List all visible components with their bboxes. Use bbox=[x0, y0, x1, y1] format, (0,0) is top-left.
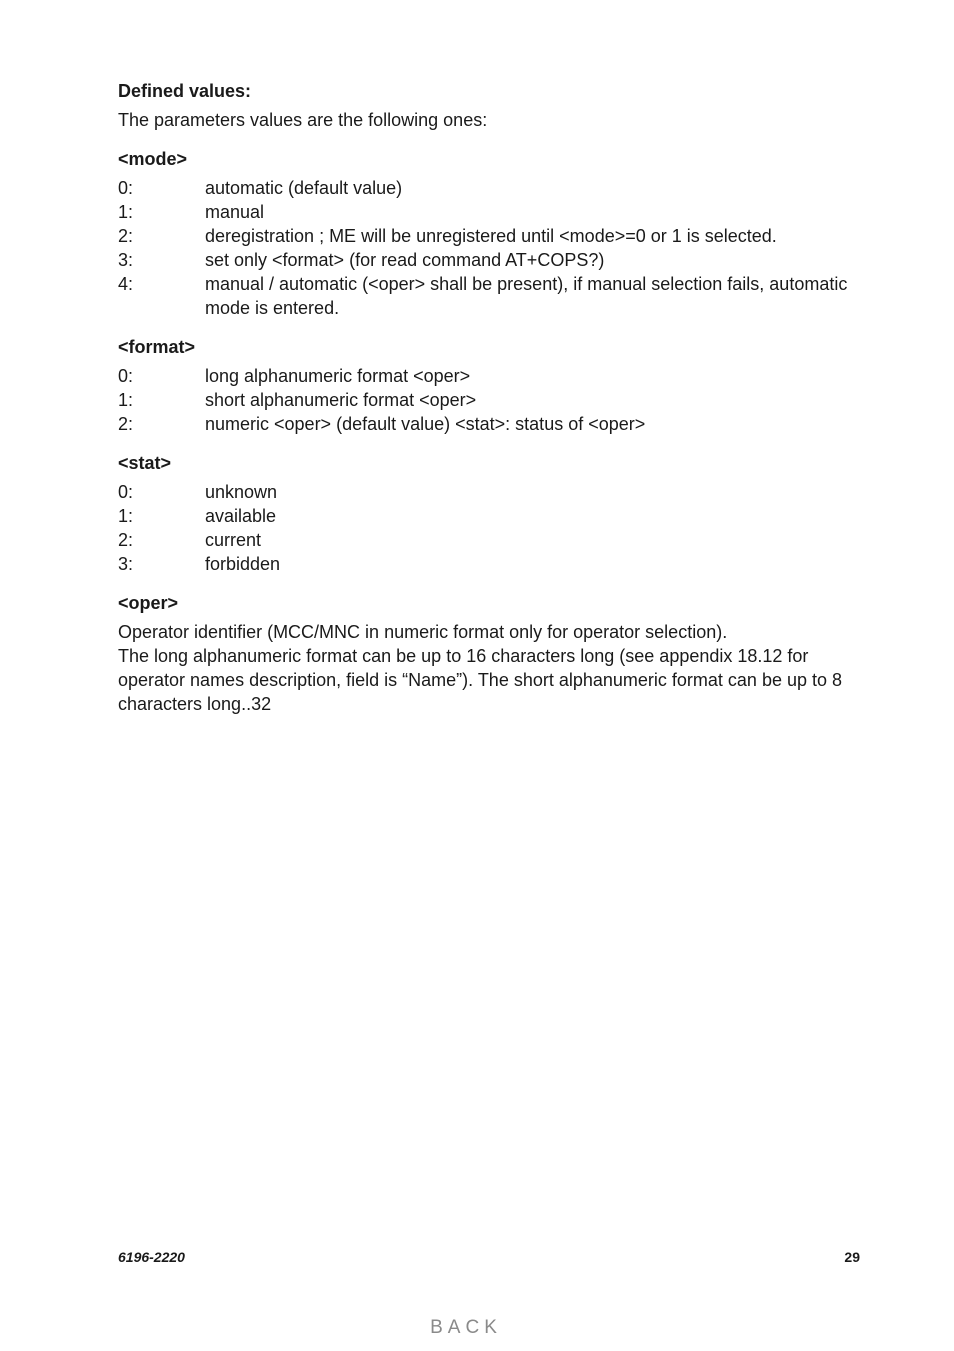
value-desc: available bbox=[205, 506, 277, 526]
list-item bbox=[118, 388, 848, 412]
value-key: 1: bbox=[118, 202, 134, 222]
value-desc: unknown bbox=[205, 482, 278, 502]
value-key: 4: bbox=[118, 274, 134, 294]
value-key: 2: bbox=[118, 226, 134, 246]
document-code: 6196-2220 bbox=[118, 1249, 185, 1265]
value-key: 3: bbox=[118, 250, 134, 270]
list-item bbox=[118, 528, 848, 552]
list-item bbox=[118, 272, 848, 320]
param-mode bbox=[118, 146, 848, 320]
back-button[interactable]: BACK bbox=[430, 1317, 502, 1338]
param-format bbox=[118, 334, 848, 436]
value-desc: short alphanumeric format <oper> bbox=[205, 390, 477, 410]
value-key: 1: bbox=[118, 390, 134, 410]
value-desc: numeric <oper> (default value) <stat>: status of <oper> bbox=[205, 414, 646, 434]
param-name-mode: <mode> bbox=[118, 149, 188, 169]
value-desc: forbidden bbox=[205, 554, 281, 574]
value-desc: automatic (default value) bbox=[205, 178, 403, 198]
value-key: 0: bbox=[118, 482, 134, 502]
param-oper bbox=[118, 590, 848, 716]
param-stat bbox=[118, 450, 848, 576]
value-key: 2: bbox=[118, 530, 134, 550]
param-name-oper: <oper> bbox=[118, 593, 179, 613]
value-desc: deregistration ; ME will be unregistered until <mode>=0 or 1 is selected. bbox=[205, 226, 777, 246]
list-item bbox=[118, 504, 848, 528]
oper-description-line2: The long alphanumeric format can be up to 16 characters long (see appendix 18.12 for operator names description, field is “Name”). The short alphanumeric format can be up to 8 characters long..32 bbox=[118, 646, 843, 714]
oper-description-line1: Operator identifier (MCC/MNC in numeric format only for operator selection). bbox=[118, 622, 728, 642]
list-item bbox=[118, 176, 848, 200]
list-item bbox=[118, 552, 848, 576]
list-item bbox=[118, 224, 848, 248]
list-item bbox=[118, 480, 848, 504]
param-name-format: <format> bbox=[118, 337, 196, 357]
param-name-stat: <stat> bbox=[118, 453, 172, 473]
section-heading: Defined values: bbox=[118, 81, 252, 101]
value-desc: set only <format> (for read command AT+COPS?) bbox=[205, 250, 605, 270]
value-desc: current bbox=[205, 530, 262, 550]
value-key: 2: bbox=[118, 414, 134, 434]
list-item bbox=[118, 248, 848, 272]
value-desc: manual / automatic (<oper> shall be present), if manual selection fails, automatic mode is entered. bbox=[205, 274, 848, 318]
list-item bbox=[118, 200, 848, 224]
list-item bbox=[118, 412, 848, 436]
section-intro: The parameters values are the following ones: bbox=[118, 110, 488, 130]
list-item bbox=[118, 364, 848, 388]
value-key: 0: bbox=[118, 178, 134, 198]
value-key: 1: bbox=[118, 506, 134, 526]
value-key: 0: bbox=[118, 366, 134, 386]
value-key: 3: bbox=[118, 554, 134, 574]
value-desc: long alphanumeric format <oper> bbox=[205, 366, 471, 386]
value-desc: manual bbox=[205, 202, 265, 222]
document-page bbox=[118, 78, 848, 716]
page-number: 29 bbox=[844, 1249, 860, 1265]
